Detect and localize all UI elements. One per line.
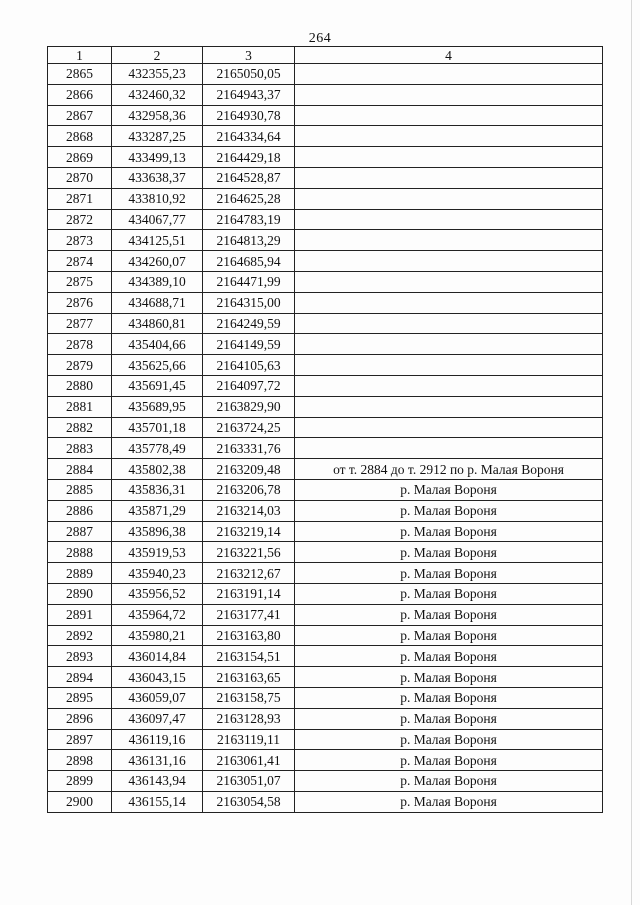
x-coordinate-cell: 436143,94 (112, 771, 203, 792)
y-coordinate-cell: 2164783,19 (203, 209, 295, 230)
y-coordinate-cell: 2163177,41 (203, 604, 295, 625)
boundary-description-cell (295, 375, 603, 396)
boundary-description-cell: р. Малая Вороня (295, 583, 603, 604)
boundary-description-cell: р. Малая Вороня (295, 729, 603, 750)
boundary-description-cell: р. Малая Вороня (295, 604, 603, 625)
x-coordinate-cell: 432355,23 (112, 64, 203, 85)
point-number-cell: 2866 (48, 84, 112, 105)
table-row (48, 396, 603, 417)
table-body (48, 64, 603, 813)
boundary-description-cell (295, 355, 603, 376)
point-number-cell: 2894 (48, 667, 112, 688)
x-coordinate-cell: 435689,95 (112, 396, 203, 417)
x-coordinate-cell: 434389,10 (112, 271, 203, 292)
scan-edge-line (631, 0, 632, 905)
page-number: 264 (308, 31, 332, 46)
column-header-3: 3 (203, 47, 295, 64)
table-header-row (48, 47, 603, 64)
boundary-description-cell (295, 334, 603, 355)
point-number-cell: 2876 (48, 292, 112, 313)
boundary-description-cell (295, 147, 603, 168)
table-row (48, 708, 603, 729)
table-row (48, 646, 603, 667)
x-coordinate-cell: 433287,25 (112, 126, 203, 147)
x-coordinate-cell: 434067,77 (112, 209, 203, 230)
y-coordinate-cell: 2163331,76 (203, 438, 295, 459)
y-coordinate-cell: 2164685,94 (203, 251, 295, 272)
x-coordinate-cell: 435919,53 (112, 542, 203, 563)
x-coordinate-cell: 435701,18 (112, 417, 203, 438)
point-number-cell: 2885 (48, 479, 112, 500)
table-row (48, 459, 603, 480)
x-coordinate-cell: 435691,45 (112, 375, 203, 396)
point-number-cell: 2891 (48, 604, 112, 625)
point-number-cell: 2889 (48, 563, 112, 584)
boundary-description-cell: р. Малая Вороня (295, 771, 603, 792)
y-coordinate-cell: 2163119,11 (203, 729, 295, 750)
boundary-description-cell (295, 271, 603, 292)
x-coordinate-cell: 435404,66 (112, 334, 203, 355)
point-number-cell: 2877 (48, 313, 112, 334)
y-coordinate-cell: 2164334,64 (203, 126, 295, 147)
point-number-cell: 2879 (48, 355, 112, 376)
x-coordinate-cell: 433638,37 (112, 167, 203, 188)
x-coordinate-cell: 435940,23 (112, 563, 203, 584)
boundary-description-cell: р. Малая Вороня (295, 521, 603, 542)
point-number-cell: 2887 (48, 521, 112, 542)
point-number-cell: 2874 (48, 251, 112, 272)
table-row (48, 126, 603, 147)
x-coordinate-cell: 434860,81 (112, 313, 203, 334)
boundary-description-cell (295, 84, 603, 105)
table-row (48, 147, 603, 168)
x-coordinate-cell: 436155,14 (112, 791, 203, 812)
boundary-description-cell: р. Малая Вороня (295, 667, 603, 688)
point-number-cell: 2898 (48, 750, 112, 771)
y-coordinate-cell: 2163128,93 (203, 708, 295, 729)
boundary-description-cell (295, 64, 603, 85)
y-coordinate-cell: 2164249,59 (203, 313, 295, 334)
point-number-cell: 2878 (48, 334, 112, 355)
table-row (48, 687, 603, 708)
table-row (48, 230, 603, 251)
boundary-description-cell (295, 188, 603, 209)
table-row (48, 542, 603, 563)
table-row (48, 500, 603, 521)
boundary-description-cell (295, 126, 603, 147)
point-number-cell: 2899 (48, 771, 112, 792)
boundary-description-cell (295, 209, 603, 230)
table-row (48, 375, 603, 396)
table-row (48, 791, 603, 812)
y-coordinate-cell: 2163214,03 (203, 500, 295, 521)
boundary-description-cell: р. Малая Вороня (295, 687, 603, 708)
y-coordinate-cell: 2164097,72 (203, 375, 295, 396)
point-number-cell: 2865 (48, 64, 112, 85)
point-number-cell: 2896 (48, 708, 112, 729)
x-coordinate-cell: 432958,36 (112, 105, 203, 126)
table-row (48, 188, 603, 209)
table-row (48, 625, 603, 646)
x-coordinate-cell: 436119,16 (112, 729, 203, 750)
boundary-description-cell (295, 167, 603, 188)
y-coordinate-cell: 2163154,51 (203, 646, 295, 667)
boundary-description-cell: р. Малая Вороня (295, 479, 603, 500)
y-coordinate-cell: 2165050,05 (203, 64, 295, 85)
y-coordinate-cell: 2163191,14 (203, 583, 295, 604)
table-row (48, 417, 603, 438)
x-coordinate-cell: 435956,52 (112, 583, 203, 604)
x-coordinate-cell: 436131,16 (112, 750, 203, 771)
table-row (48, 271, 603, 292)
boundary-description-cell: р. Малая Вороня (295, 750, 603, 771)
x-coordinate-cell: 435778,49 (112, 438, 203, 459)
table-row (48, 167, 603, 188)
y-coordinate-cell: 2164105,63 (203, 355, 295, 376)
boundary-description-cell: р. Малая Вороня (295, 625, 603, 646)
x-coordinate-cell: 434688,71 (112, 292, 203, 313)
boundary-description-cell: р. Малая Вороня (295, 500, 603, 521)
point-number-cell: 2881 (48, 396, 112, 417)
boundary-description-cell (295, 313, 603, 334)
x-coordinate-cell: 435964,72 (112, 604, 203, 625)
x-coordinate-cell: 435896,38 (112, 521, 203, 542)
y-coordinate-cell: 2164625,28 (203, 188, 295, 209)
x-coordinate-cell: 436014,84 (112, 646, 203, 667)
boundary-description-cell: р. Малая Вороня (295, 563, 603, 584)
point-number-cell: 2882 (48, 417, 112, 438)
point-number-cell: 2871 (48, 188, 112, 209)
boundary-description-cell (295, 396, 603, 417)
table-row (48, 355, 603, 376)
column-header-2: 2 (112, 47, 203, 64)
x-coordinate-cell: 436059,07 (112, 687, 203, 708)
y-coordinate-cell: 2164930,78 (203, 105, 295, 126)
point-number-cell: 2893 (48, 646, 112, 667)
point-number-cell: 2886 (48, 500, 112, 521)
point-number-cell: 2888 (48, 542, 112, 563)
y-coordinate-cell: 2163061,41 (203, 750, 295, 771)
x-coordinate-cell: 433810,92 (112, 188, 203, 209)
y-coordinate-cell: 2164149,59 (203, 334, 295, 355)
column-header-1: 1 (48, 47, 112, 64)
x-coordinate-cell: 435871,29 (112, 500, 203, 521)
y-coordinate-cell: 2163212,67 (203, 563, 295, 584)
x-coordinate-cell: 434260,07 (112, 251, 203, 272)
boundary-description-cell (295, 438, 603, 459)
table-row (48, 334, 603, 355)
point-number-cell: 2870 (48, 167, 112, 188)
boundary-description-cell (295, 230, 603, 251)
boundary-description-cell (295, 417, 603, 438)
column-header-4: 4 (295, 47, 603, 64)
point-number-cell: 2873 (48, 230, 112, 251)
y-coordinate-cell: 2163051,07 (203, 771, 295, 792)
table-row (48, 750, 603, 771)
point-number-cell: 2883 (48, 438, 112, 459)
boundary-description-cell: р. Малая Вороня (295, 791, 603, 812)
y-coordinate-cell: 2164943,37 (203, 84, 295, 105)
table-row (48, 521, 603, 542)
table-row (48, 604, 603, 625)
y-coordinate-cell: 2164471,99 (203, 271, 295, 292)
x-coordinate-cell: 436097,47 (112, 708, 203, 729)
table-row (48, 667, 603, 688)
point-number-cell: 2872 (48, 209, 112, 230)
x-coordinate-cell: 435836,31 (112, 479, 203, 500)
table-row (48, 251, 603, 272)
point-number-cell: 2892 (48, 625, 112, 646)
table-row (48, 84, 603, 105)
boundary-description-cell: р. Малая Вороня (295, 708, 603, 729)
point-number-cell: 2895 (48, 687, 112, 708)
y-coordinate-cell: 2163158,75 (203, 687, 295, 708)
y-coordinate-cell: 2164528,87 (203, 167, 295, 188)
y-coordinate-cell: 2164813,29 (203, 230, 295, 251)
point-number-cell: 2875 (48, 271, 112, 292)
x-coordinate-cell: 432460,32 (112, 84, 203, 105)
boundary-description-cell: р. Малая Вороня (295, 646, 603, 667)
boundary-description-cell (295, 105, 603, 126)
table-row (48, 771, 603, 792)
point-number-cell: 2880 (48, 375, 112, 396)
table-row (48, 563, 603, 584)
x-coordinate-cell: 435802,38 (112, 459, 203, 480)
x-coordinate-cell: 436043,15 (112, 667, 203, 688)
x-coordinate-cell: 434125,51 (112, 230, 203, 251)
boundary-description-cell: р. Малая Вороня (295, 542, 603, 563)
point-number-cell: 2869 (48, 147, 112, 168)
table-row (48, 438, 603, 459)
y-coordinate-cell: 2163219,14 (203, 521, 295, 542)
y-coordinate-cell: 2163163,65 (203, 667, 295, 688)
boundary-description-cell (295, 251, 603, 272)
point-number-cell: 2897 (48, 729, 112, 750)
x-coordinate-cell: 435625,66 (112, 355, 203, 376)
y-coordinate-cell: 2164315,00 (203, 292, 295, 313)
point-number-cell: 2867 (48, 105, 112, 126)
y-coordinate-cell: 2164429,18 (203, 147, 295, 168)
y-coordinate-cell: 2163054,58 (203, 791, 295, 812)
y-coordinate-cell: 2163163,80 (203, 625, 295, 646)
y-coordinate-cell: 2163829,90 (203, 396, 295, 417)
point-number-cell: 2890 (48, 583, 112, 604)
point-number-cell: 2868 (48, 126, 112, 147)
y-coordinate-cell: 2163724,25 (203, 417, 295, 438)
table-row (48, 64, 603, 85)
x-coordinate-cell: 435980,21 (112, 625, 203, 646)
point-number-cell: 2900 (48, 791, 112, 812)
y-coordinate-cell: 2163206,78 (203, 479, 295, 500)
table-row (48, 479, 603, 500)
table-row (48, 583, 603, 604)
table-row (48, 729, 603, 750)
table-row (48, 292, 603, 313)
y-coordinate-cell: 2163221,56 (203, 542, 295, 563)
coordinates-table (47, 46, 603, 813)
y-coordinate-cell: 2163209,48 (203, 459, 295, 480)
x-coordinate-cell: 433499,13 (112, 147, 203, 168)
boundary-description-cell (295, 292, 603, 313)
table-row (48, 105, 603, 126)
point-number-cell: 2884 (48, 459, 112, 480)
table-row (48, 209, 603, 230)
boundary-description-cell: от т. 2884 до т. 2912 по р. Малая Вороня (295, 459, 603, 480)
table-row (48, 313, 603, 334)
